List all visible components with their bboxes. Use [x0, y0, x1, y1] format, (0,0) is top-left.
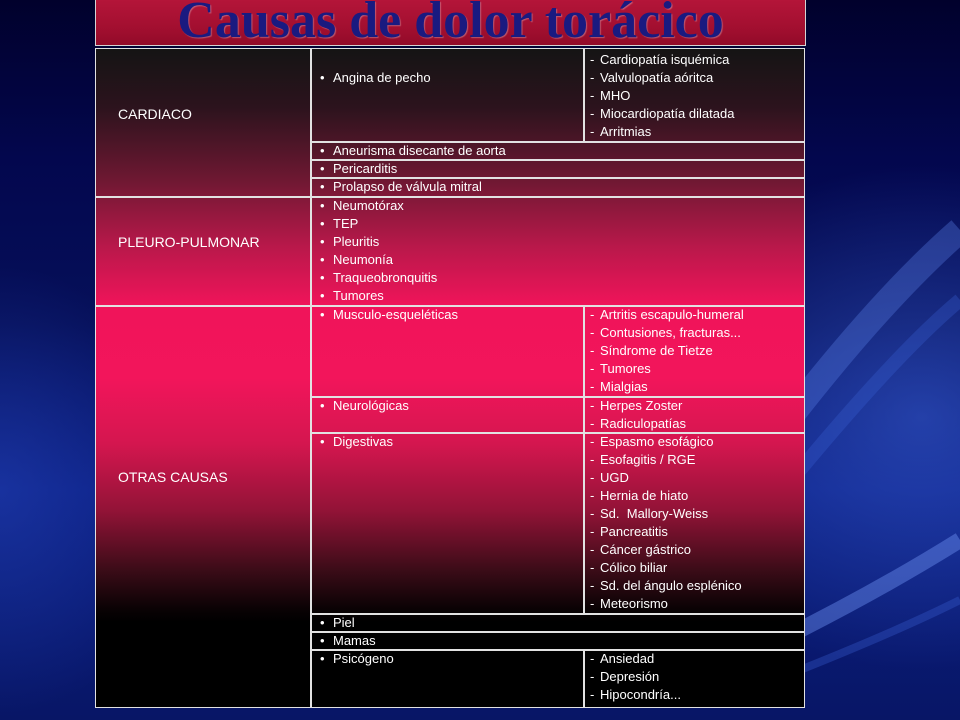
- detail-item: - Hipocondría...: [585, 686, 804, 704]
- cause-cell-digestivas: [311, 433, 584, 614]
- cause-piel: • Piel: [312, 615, 804, 631]
- cause-item: • TEP: [312, 215, 804, 233]
- section-label-cardiaco: CARDIACO: [118, 106, 192, 122]
- slide-title: Causas de dolor torácico: [177, 0, 724, 46]
- cause-cell-pericarditis: [311, 160, 805, 178]
- cause-mamas: • Mamas: [312, 633, 804, 649]
- detail-item: - Mialgias: [585, 378, 804, 396]
- cause-psicogeno: • Psicógeno: [312, 650, 583, 668]
- detail-item: - MHO: [585, 87, 804, 105]
- detail-item: - Contusiones, fracturas...: [585, 324, 804, 342]
- detail-cell-digestivas: [584, 433, 805, 614]
- detail-item: - UGD: [585, 469, 804, 487]
- cause-cell-prolapso: [311, 178, 805, 197]
- detail-item: - Ansiedad: [585, 650, 804, 668]
- cause-item: • Neumonía: [312, 251, 804, 269]
- cause-digestivas: • Digestivas: [312, 433, 583, 451]
- detail-item: - Cardiopatía isquémica: [585, 51, 804, 69]
- cause-pericarditis: • Pericarditis: [312, 161, 804, 177]
- cause-aneurisma-disecante-de-aorta: • Aneurisma disecante de aorta: [312, 143, 804, 159]
- cause-angina-de-pecho: • Angina de pecho: [312, 69, 583, 87]
- cause-neurologicas: • Neurológicas: [312, 397, 583, 415]
- cause-cell-musculo-esqueleticas: [311, 306, 584, 397]
- cause-prolapso-de-valvula-mitral: • Prolapso de válvula mitral: [312, 179, 804, 195]
- detail-item: - Radiculopatías: [585, 415, 804, 433]
- section-cell-otras-causas: [95, 306, 311, 708]
- cause-item: • Neumotórax: [312, 197, 804, 215]
- detail-list-musculo-esqueleticas: [585, 306, 804, 396]
- section-label-pleuro-pulmonar: PLEURO-PULMONAR: [118, 234, 260, 250]
- cause-cell-pleuro-pulmonar: [311, 197, 805, 306]
- detail-list-digestivas: [585, 433, 804, 613]
- detail-item: - Cólico biliar: [585, 559, 804, 577]
- detail-item: - Espasmo esofágico: [585, 433, 804, 451]
- detail-item: - Hernia de hiato: [585, 487, 804, 505]
- detail-cell-angina-de-pecho: [584, 48, 805, 142]
- detail-item: - Cáncer gástrico: [585, 541, 804, 559]
- title-bar: [95, 0, 806, 46]
- detail-item: - Sd. del ángulo esplénico: [585, 577, 804, 595]
- detail-cell-neurologicas: [584, 397, 805, 433]
- detail-item: - Meteorismo: [585, 595, 804, 613]
- cause-list-pleuro-pulmonar: [312, 197, 804, 305]
- section-cell-cardiaco: [95, 48, 311, 197]
- cause-cell-psicogeno: [311, 650, 584, 708]
- detail-list-angina-de-pecho: [585, 51, 804, 141]
- cause-cell-mamas: [311, 632, 805, 650]
- detail-item: - Valvulopatía aóritca: [585, 69, 804, 87]
- cause-cell-aneurisma: [311, 142, 805, 160]
- detail-item: - Sd. Mallory-Weiss: [585, 505, 804, 523]
- detail-list-neurologicas: [585, 397, 804, 433]
- section-cell-pleuro-pulmonar: [95, 197, 311, 306]
- detail-cell-psicogeno: [584, 650, 805, 708]
- cause-item: • Tumores: [312, 287, 804, 305]
- detail-item: - Miocardiopatía dilatada: [585, 105, 804, 123]
- detail-item: - Arritmias: [585, 123, 804, 141]
- detail-item: - Depresión: [585, 668, 804, 686]
- background-swoosh: [780, 540, 960, 640]
- detail-item: - Herpes Zoster: [585, 397, 804, 415]
- causes-table: [95, 48, 805, 708]
- detail-item: - Artritis escapulo-humeral: [585, 306, 804, 324]
- cause-item: • Traqueobronquitis: [312, 269, 804, 287]
- cause-musculo-esqueleticas: • Musculo-esqueléticas: [312, 306, 583, 324]
- cause-item: • Pleuritis: [312, 233, 804, 251]
- cause-cell-neurologicas: [311, 397, 584, 433]
- cause-cell-piel: [311, 614, 805, 632]
- detail-item: - Pancreatitis: [585, 523, 804, 541]
- detail-list-psicogeno: [585, 650, 804, 704]
- detail-cell-musculo-esqueleticas: [584, 306, 805, 397]
- detail-item: - Tumores: [585, 360, 804, 378]
- detail-item: - Síndrome de Tietze: [585, 342, 804, 360]
- section-label-otras-causas: OTRAS CAUSAS: [118, 469, 228, 485]
- cause-cell-angina-de-pecho: [311, 48, 584, 142]
- detail-item: - Esofagitis / RGE: [585, 451, 804, 469]
